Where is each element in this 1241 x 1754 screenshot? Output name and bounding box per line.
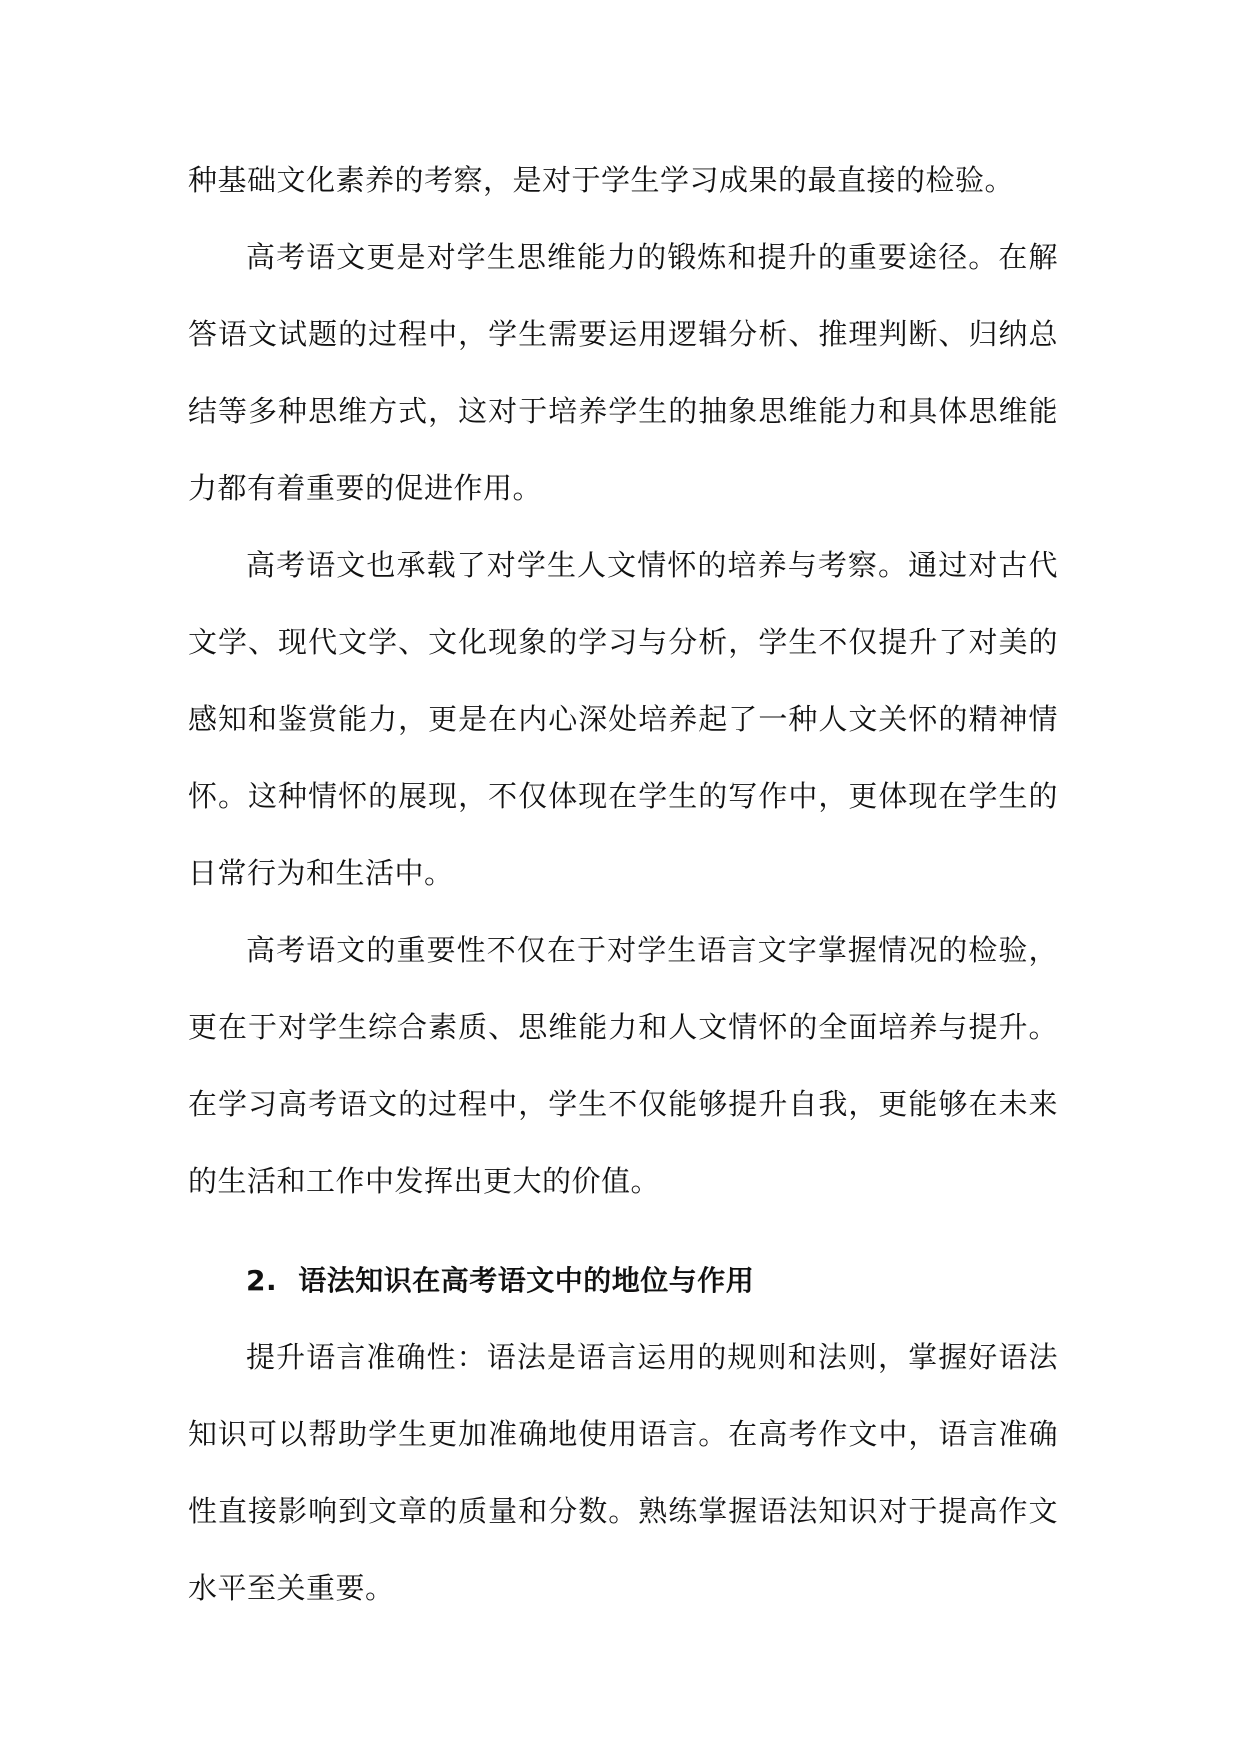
section-heading [188, 1242, 1058, 1319]
paragraph-thinking-ability: 高考语文更是对学生思维能力的锻炼和提升的重要途径。在解答语文试题的过程中，学生需要运用逻辑分析、推理判断、归纳总结等多种思维方式，这对于培养学生的抽象思维能力和具体思维能力都有着重要的促进作用。 [188, 240, 1058, 505]
section-title: 语法知识在高考语文中的地位与作用 [298, 1264, 755, 1297]
paragraph-language-accuracy: 提升语言准确性：语法是语言运用的规则和法则，掌握好语法知识可以帮助学生更加准确地使用语言。在高考作文中，语言准确性直接影响到文章的质量和分数。熟练掌握语法知识对于提高作文水平至关重要。 [188, 1340, 1058, 1605]
document-body [188, 142, 1058, 1627]
paragraph-humanistic-feelings: 高考语文也承载了对学生人文情怀的培养与考察。通过对古代文学、现代文学、文化现象的学习与分析，学生不仅提升了对美的感知和鉴赏能力，更是在内心深处培养起了一种人文关怀的精神情怀。这种情怀的展现，不仅体现在学生的写作中，更体现在学生的日常行为和生活中。 [188, 548, 1058, 890]
section-number: 2. [246, 1264, 278, 1297]
paragraph-importance-summary: 高考语文的重要性不仅在于对学生语言文字掌握情况的检验，更在于对学生综合素质、思维能力和人文情怀的全面培养与提升。在学习高考语文的过程中，学生不仅能够提升自我，更能够在未来的生活和工作中发挥出更大的价值。 [188, 933, 1058, 1198]
paragraph-continuation: 种基础文化素养的考察，是对于学生学习成果的最直接的检验。 [188, 163, 1015, 197]
